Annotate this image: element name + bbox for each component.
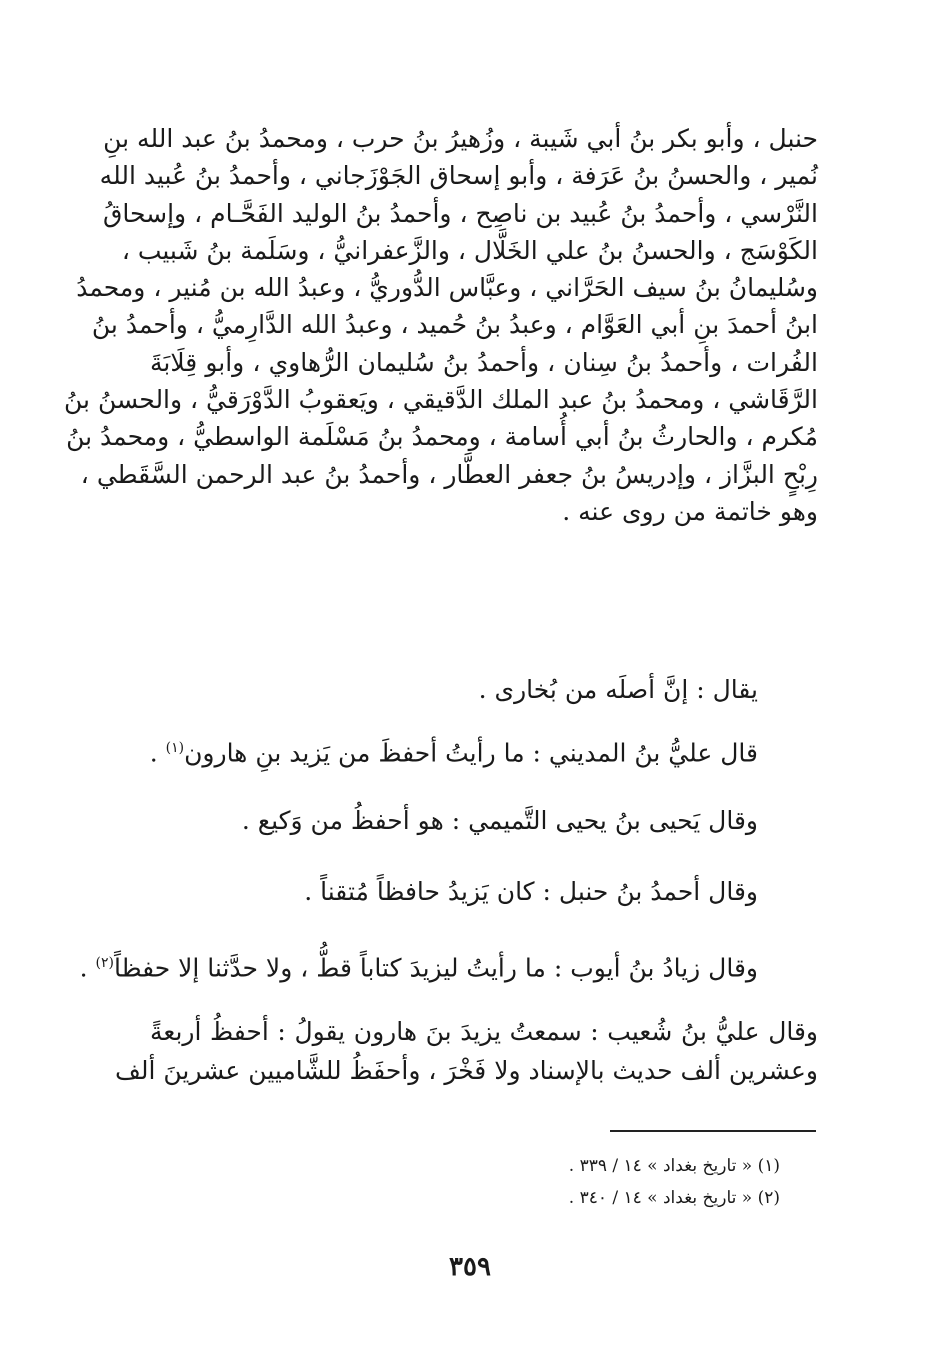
quote-ali-madini	[150, 728, 758, 773]
text-line: وعشرين ألف حديث بالإسناد ولا فَخْرَ ، وأحفَظُ للشَّاميين عشرينَ ألف	[114, 1056, 818, 1085]
footnote-ref[interactable]: (٢)	[95, 955, 114, 971]
final-paragraph	[114, 1012, 818, 1090]
quote-text: وقال زيادُ بنُ أيوب : ما رأيتُ ليزيدَ كتاباً قطُّ ، ولا حدَّثنا إلا حفظاً	[113, 953, 758, 983]
footnote: (١) « تاريخ بغداد » ١٤ / ٣٣٩ .	[568, 1156, 780, 1176]
text-line: ابنُ أحمدَ بنِ أبي العَوَّام ، وعبدُ بنُ حُميد ، وعبدُ الله الدَّارِميُّ ، وأحمدُ بنُ	[91, 310, 818, 340]
quote-end: .	[149, 738, 166, 768]
quote-yahya: وقال يَحيى بنُ يحيى التَّميمي : هو أحفظُ من وَكيع .	[241, 806, 758, 835]
footnote-divider	[610, 1130, 816, 1132]
footnote-ref[interactable]: (١)	[165, 740, 185, 756]
quote-ziyad	[80, 943, 758, 988]
main-paragraph	[64, 120, 818, 530]
text-line: مُكرم ، والحارثُ بنُ أبي أُسامة ، ومحمدُ بنُ مَسْلَمة الواسطيُّ ، ومحمدُ بنُ	[66, 422, 818, 452]
text-line: الكَوْسَج ، والحسنُ بنُ علي الخَلَّال ، والزَّعفرانيُّ ، وسَلَمة بنُ شَبيب ،	[121, 235, 818, 265]
quote-end: .	[79, 953, 96, 983]
footnote: (٢) « تاريخ بغداد » ١٤ / ٣٤٠ .	[568, 1188, 780, 1208]
text-line: نُمير ، والحسنُ بنُ عَرَفة ، وأبو إسحاق الجَوْزَجاني ، وأحمدُ بنُ عُبيد الله	[99, 161, 818, 191]
quote-origin: يقال : إنَّ أصلَه من بُخارى .	[478, 675, 758, 704]
text-line: وقال عليُّ بنُ شُعيب : سمعتُ يزيدَ بنَ هارون يقولُ : أحفظُ أربعةً	[150, 1017, 818, 1046]
text-line: النَّرْسي ، وأحمدُ بنُ عُبيد بن ناصِح ، وأحمدُ بنُ الوليد الفَحَّـام ، وإسحاقُ	[103, 198, 818, 228]
text-line: الرَّقَاشي ، ومحمدُ بنُ عبد الملك الدَّقيقي ، ويَعقوبُ الدَّوْرَقيُّ ، والحسنُ بنُ	[64, 385, 818, 415]
quote-ahmad: وقال أحمدُ بنُ حنبل : كان يَزيدُ حافظاً مُتقناً .	[304, 877, 758, 906]
text-line: وهو خاتمة من روى عنه .	[562, 496, 818, 526]
footnotes	[569, 1150, 780, 1214]
text-line: رِبْحٍ البزَّاز ، وإدريسُ بنُ جعفر العطَّار ، وأحمدُ بنُ عبد الرحمن السَّقَطي ،	[80, 459, 818, 489]
page-number: ٣٥٩	[449, 1252, 491, 1282]
text-line: وسُليمانُ بنُ سيف الحَرَّاني ، وعبَّاس الدُّوريُّ ، وعبدُ الله بن مُنير ، ومحمدُ	[76, 273, 818, 303]
text-line: الفُرات ، وأحمدُ بنُ سِنان ، وأحمدُ بنُ سُليمان الرُّهاوي ، وأبو قِلَابَةَ	[150, 347, 818, 377]
text-line: حنبل ، وأبو بكر بنُ أبي شَيبة ، وزُهيرُ بنُ حرب ، ومحمدُ بنُ عبد الله بنِ	[103, 124, 818, 153]
quote-text: قال عليُّ بنُ المديني : ما رأيتُ أحفظَ من يَزيد بنِ هارون	[184, 738, 758, 768]
